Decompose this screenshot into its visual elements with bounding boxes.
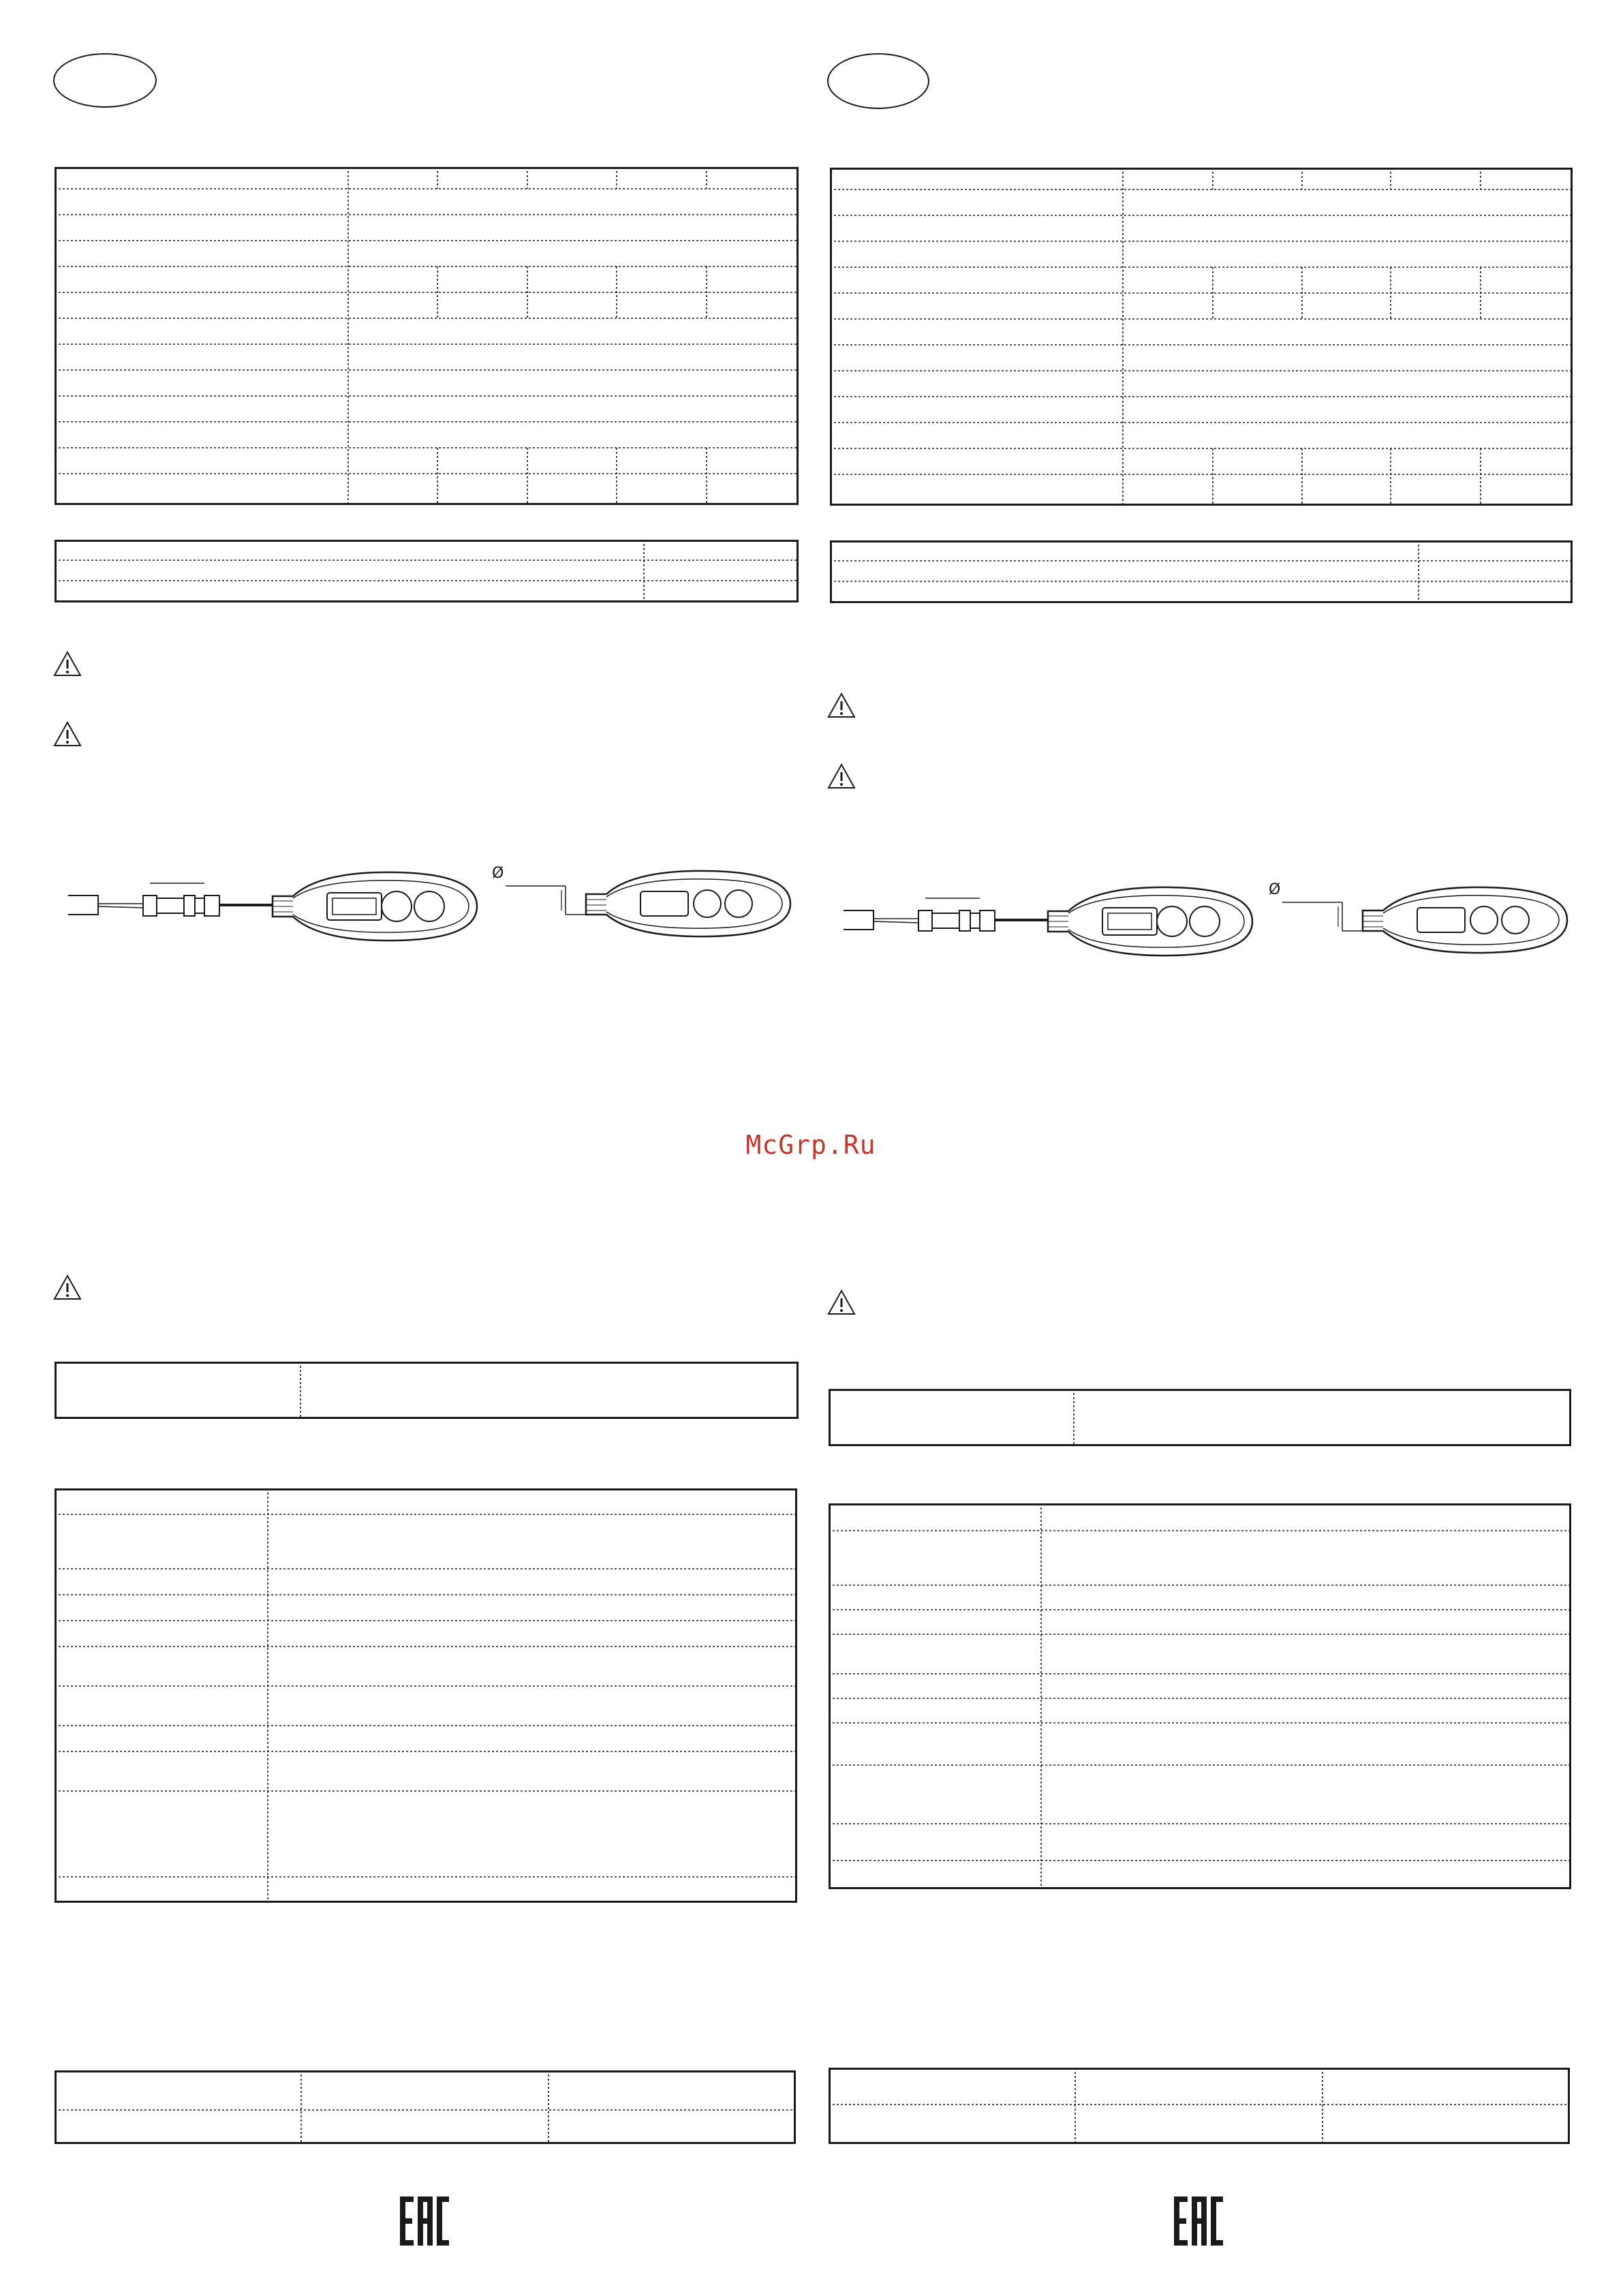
small-table-2-right (829, 1389, 1571, 1446)
small-table-2-left (55, 1362, 799, 1419)
svg-text:Ø: Ø (1269, 881, 1281, 898)
eac-certification-mark (400, 2196, 449, 2246)
spec-table-left (55, 167, 799, 505)
footer-table-left (55, 2070, 796, 2144)
installation-diagram-connector (68, 866, 491, 947)
warning-icon (827, 1289, 856, 1315)
detail-table-left (55, 1488, 797, 1903)
warning-icon (53, 1274, 82, 1300)
language-badge-right (827, 53, 929, 109)
warning-icon (827, 692, 856, 718)
installation-diagram-diameter (1267, 876, 1581, 958)
warning-icon (827, 763, 856, 789)
footer-table-right (829, 2068, 1570, 2144)
language-badge-left (53, 53, 157, 108)
spec-table-right (830, 168, 1573, 506)
detail-table-right (829, 1503, 1571, 1889)
warning-icon (53, 721, 82, 747)
small-table-1-left (55, 540, 799, 602)
watermark-text: McGrp.Ru (745, 1130, 876, 1160)
eac-certification-mark (1174, 2196, 1223, 2246)
svg-text:Ø: Ø (492, 865, 504, 882)
installation-diagram-connector (844, 881, 1266, 962)
warning-icon (53, 651, 82, 677)
installation-diagram-diameter (491, 860, 804, 942)
small-table-1-right (830, 540, 1573, 603)
